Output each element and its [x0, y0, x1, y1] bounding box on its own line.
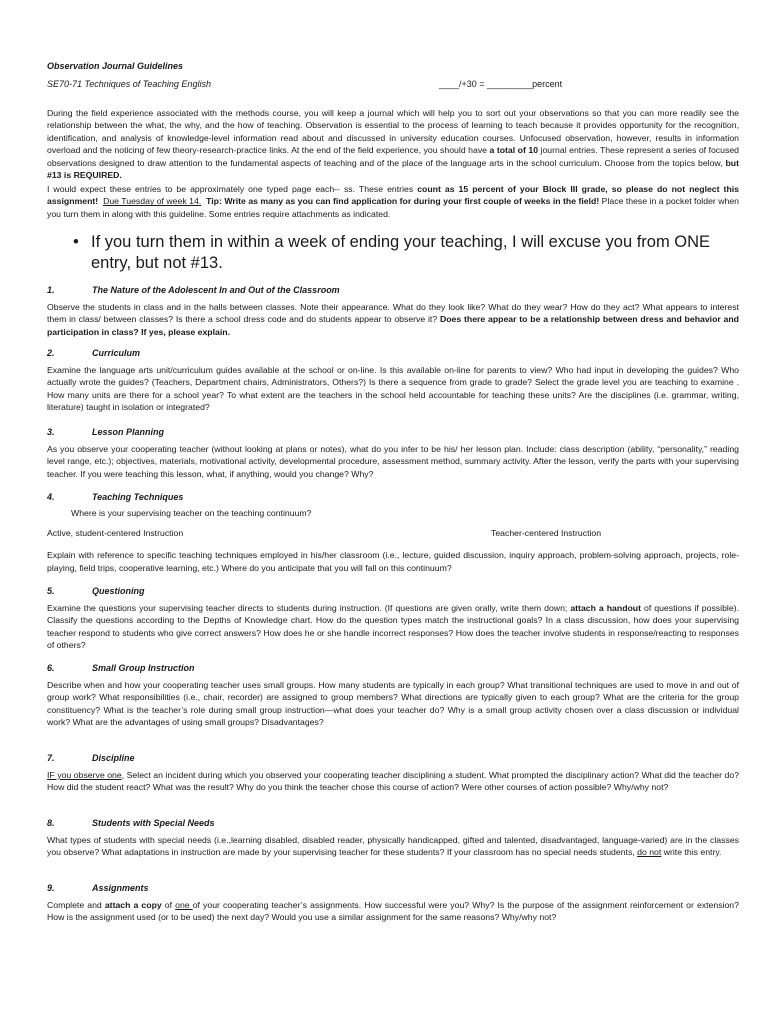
section-1	[47, 284, 739, 338]
section-heading	[47, 882, 739, 896]
section-2	[47, 347, 739, 414]
section-text: , Select an incident during which you observed your cooperating teacher disciplining a student. What prompted the disciplinary action? What did the teacher do? How did the student react? What was the result? Why do you think the teacher chose this course of action? Were other courses of action possible? Why/why not?	[47, 770, 739, 793]
section-title: Assignments	[92, 883, 149, 893]
section-number: 6.	[47, 663, 55, 673]
section-bold-text: Does there appear to be a relationship between dress and behavior and participation in class? If yes, please explain.	[47, 314, 739, 337]
section-number: 5.	[47, 586, 55, 596]
section-text: Examine the questions your supervising teacher directs to students during instruction. (If questions are given orally, write them down;	[47, 603, 571, 613]
section-body	[47, 834, 739, 859]
intro-text: I would expect these entries to be approximately one typed page each-- ss. These entries	[47, 184, 418, 194]
section-4	[47, 491, 739, 574]
section-8	[47, 817, 739, 859]
continuum-question: Where is your supervising teacher on the teaching continuum?	[71, 508, 312, 518]
section-body: Examine the language arts unit/curriculum guides available at the school or on-line. Is this available on-line for parents to view? Who had input in developing the guides? Who actually wrote the guides? (Teachers, Department chairs, Administrators, Others?) Is there a sequence from grade to grade? Select the grade level you are teaching to examine . How many units are there for a school year? To what extent are the teachers in the school held accountable for teaching these units? Are the disciplines (i.e. grammar, writing, literature) taught in isolation or integrated?	[47, 365, 739, 413]
intro-bold-required: but #13 is REQUIRED.	[47, 157, 739, 181]
section-number: 9.	[47, 883, 55, 893]
section-title: Students with Special Needs	[92, 818, 215, 828]
section-title: Curriculum	[92, 348, 141, 358]
bullet-note	[73, 232, 739, 274]
intro-text: Place these in a pocket folder when you turn them in along with this guideline. Some entries require attachments as indicated.	[47, 196, 740, 219]
score-line: ____/+30 = _________percent	[439, 79, 563, 89]
section-body	[47, 769, 739, 794]
section-heading	[47, 426, 739, 440]
section-number: 8.	[47, 818, 55, 828]
intro-paragraph-1	[47, 107, 739, 181]
course-name: SE70-71 Techniques of Teaching English	[47, 79, 211, 89]
section-title: Questioning	[92, 586, 145, 596]
section-9	[47, 882, 739, 924]
section-text: of your cooperating teacher’s assignments. How successful were you? Why? Is the purpose of the assignment reinforcement or extension? How is the assignment used (or to be used) the next day? Would you use a similar assignment for the same reasons? Why/why not?	[47, 900, 739, 923]
section-text: of	[161, 900, 176, 910]
document-title: Observation Journal Guidelines	[47, 61, 184, 71]
section-number: 7.	[47, 753, 55, 763]
section-bold-text: attach a handout	[570, 603, 642, 613]
intro-paragraph-2	[47, 183, 739, 220]
section-title: Discipline	[92, 753, 135, 763]
due-date: Due Tuesday of week 14.	[103, 196, 202, 207]
section-underlined-text: do not	[637, 847, 662, 858]
section-text: write this entry.	[661, 847, 722, 858]
section-body: Explain with reference to specific teaching techniques employed in his/her classroom (i.e., lecture, guided discussion, inquiry approach, problem-solving approach, projects, role-playing, field trips, cooperative learning, etc.) Where do you anticipate that you will fall on this continuum?	[47, 550, 739, 573]
intro-bold-total: a total of 10	[489, 145, 539, 156]
continuum-left-label: Active, student-centered Instruction	[47, 528, 184, 539]
section-bold-text: attach a copy	[104, 900, 162, 910]
section-7	[47, 752, 739, 794]
section-heading	[47, 347, 739, 361]
section-text: Complete and	[47, 900, 105, 910]
section-heading	[47, 662, 739, 676]
section-body: As you observe your cooperating teacher (without looking at plans or notes), what do you infer to be his/ her lesson plan. Include: class description (ability, “personality,” reading level range, etc.); objectives, materials, motivational activity, developmental procedure, assessment method, summary activity. After the lesson, verify the parts with your supervising teacher. If you were teaching this lesson, what, if anything, would you change? Why?	[47, 444, 739, 479]
intro-text: During the field experience associated with the methods course, you will keep a journal which will help you to sort out your observations so that you can more readily see the relationship between the what, the why, and the how of teaching. Observation is essential to the process of learning to teach because it provides opportunity for the recognition, identification, and analysis of knowledge-level information read about and discussed in university education courses. Unfocused observation, however, results in information overload and the noticing of few theory-research-practice links. At the end of the field experience, you should have	[47, 108, 739, 156]
section-3	[47, 426, 739, 480]
intro-bold-grade: count as 15 percent of your Block III grade, so please do not neglect this assignment!	[47, 184, 739, 207]
teaching-continuum	[47, 527, 739, 541]
bullet-text: If you turn them in within a week of ending your teaching, I will excuse you from ONE entry, but not #13.	[91, 233, 711, 272]
section-heading	[47, 585, 739, 599]
section-heading	[47, 284, 739, 298]
section-number: 3.	[47, 427, 55, 437]
section-body	[47, 301, 739, 338]
section-number: 1.	[47, 285, 55, 295]
section-title: Lesson Planning	[92, 427, 165, 437]
section-underlined-text: one	[175, 900, 193, 910]
section-body	[47, 602, 739, 652]
section-heading	[47, 491, 739, 505]
section-heading	[47, 817, 739, 831]
intro-text: journal entries. These represent a series of focused observations designed to draw attention to the fundamental aspects of teaching and of the place of the language arts in the school curriculum. Choose from the topics below,	[47, 145, 739, 168]
continuum-right-label: Teacher-centered Instruction	[491, 528, 602, 539]
section-title: Small Group Instruction	[92, 663, 195, 673]
section-text: What types of students with special needs (i.e.,learning disabled, disabled reader, physically handicapped, gifted and talented, disadvantaged, language-varied) are in the classes you observe? What adaptations in instruction are made by your supervising teacher for these students? If your classroom has no special needs students,	[47, 835, 739, 858]
section-title: The Nature of the Adolescent In and Out of the Classroom	[92, 285, 340, 295]
section-number: 4.	[47, 492, 55, 502]
section-body: Describe when and how your cooperating teacher uses small groups. How many students are typically in each group? What transitional techniques are used to move in and out of group work? What responsibilities (i.e., chair, recorder) are assigned to group members? What directions are typically given to each group? What are the criteria for the group constituency? What is the teacher’s role during small group instruction—what does your teacher do? Why is a small group activity chosen over a class discussion or individual work? What are the advantages of using small groups? Disadvantages?	[47, 680, 739, 728]
section-text: of questions if possible). Classify the questions according to the Depths of Knowledge chart. How do the question types match the instructional goals? In a class discussion, how does your supervising teacher respond to students who give correct answers? How does he or she handle incorrect responses? How does the teacher involve students in response/reacting to responses of others?	[47, 603, 739, 651]
section-text: Observe the students in class and in the halls between classes. Note their appearance. What do they look like? What do they wear? How do they act? What appears to interest them in class/ between classes? Is there a school dress code and do students appear to observe it?	[47, 302, 739, 325]
bullet-icon: •	[73, 233, 79, 251]
section-number: 2.	[47, 348, 55, 358]
section-body	[47, 899, 739, 924]
section-6	[47, 662, 739, 729]
section-5	[47, 585, 739, 652]
section-underlined-text: IF you observe one	[47, 770, 122, 780]
section-heading	[47, 752, 739, 766]
section-title: Teaching Techniques	[92, 492, 184, 502]
intro-tip: Tip: Write as many as you can find application for during your first couple of weeks in the field!	[206, 196, 600, 207]
